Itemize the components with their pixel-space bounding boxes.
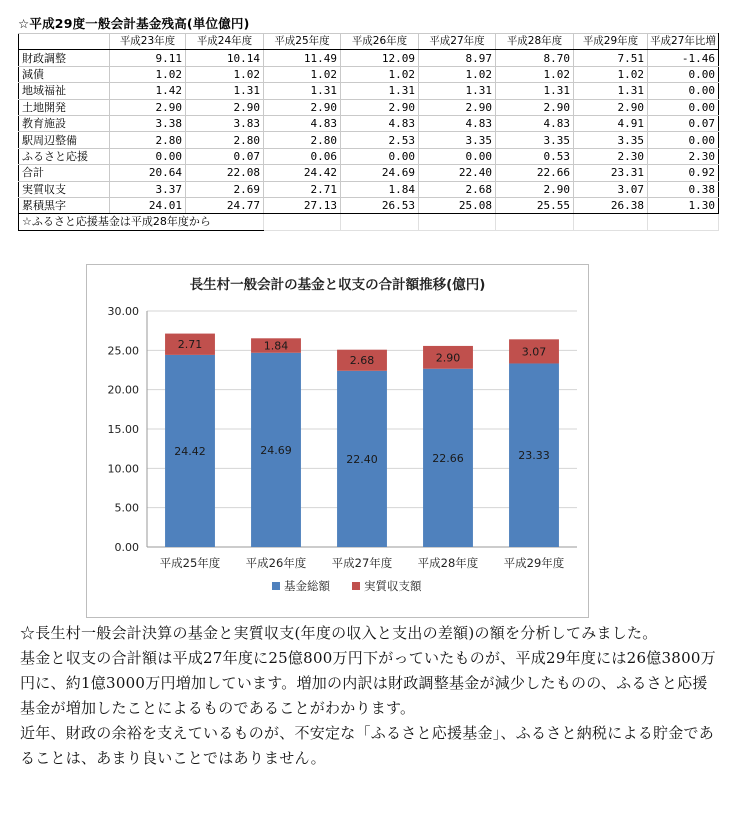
table-cell: 2.80 — [264, 132, 341, 148]
table-cell: 0.00 — [648, 66, 719, 82]
table-header-row — [19, 34, 719, 50]
table-cell: 0.92 — [648, 165, 719, 181]
header-cell: 平成27年比増 — [648, 34, 719, 50]
table-cell: 8.70 — [496, 50, 574, 66]
data-label: 24.69 — [260, 443, 292, 457]
data-label: 2.68 — [349, 354, 375, 368]
header-cell: 平成24年度 — [186, 34, 264, 50]
row-label: 教育施設 — [19, 115, 110, 131]
table-cell: 3.83 — [186, 115, 264, 131]
table-cell: 7.51 — [574, 50, 648, 66]
table-cell: 22.66 — [496, 165, 574, 181]
table-row — [19, 83, 719, 99]
table-cell: 0.00 — [341, 148, 419, 164]
x-tick-label: 平成28年度 — [417, 556, 479, 570]
table-cell: 0.00 — [648, 83, 719, 99]
table-cell: 11.49 — [264, 50, 341, 66]
y-tick-label: 10.00 — [107, 462, 139, 476]
table-cell: 1.84 — [341, 181, 419, 197]
table-cell: 0.00 — [648, 132, 719, 148]
data-label: 1.84 — [263, 339, 289, 353]
header-cell — [19, 34, 110, 50]
table-cell: 2.68 — [419, 181, 496, 197]
header-cell: 平成29年度 — [574, 34, 648, 50]
table-cell: 24.69 — [341, 165, 419, 181]
x-tick-label: 平成26年度 — [245, 556, 307, 570]
empty-cell — [496, 214, 574, 230]
table-cell: 4.83 — [419, 115, 496, 131]
table-cell: 12.09 — [341, 50, 419, 66]
table-cell: 4.91 — [574, 115, 648, 131]
table-cell: 26.38 — [574, 197, 648, 213]
table-cell: 2.80 — [186, 132, 264, 148]
table-cell: 1.02 — [574, 66, 648, 82]
y-tick-label: 5.00 — [114, 501, 139, 515]
table-cell: 20.64 — [110, 165, 186, 181]
table-cell: 27.13 — [264, 197, 341, 213]
table-cell: 9.11 — [110, 50, 186, 66]
table-cell: 4.83 — [264, 115, 341, 131]
table-cell: 1.31 — [574, 83, 648, 99]
table-note: ☆ふるさと応援基金は平成28年度から — [19, 214, 264, 230]
empty-cell — [419, 214, 496, 230]
table-row — [19, 197, 719, 213]
y-tick-label: 15.00 — [107, 423, 139, 436]
table-cell: 2.53 — [341, 132, 419, 148]
x-tick-label: 平成29年度 — [503, 556, 565, 570]
legend-swatch-balance — [352, 582, 360, 590]
table-cell: 1.02 — [341, 66, 419, 82]
data-label: 22.40 — [346, 452, 378, 466]
table-cell: 2.90 — [496, 99, 574, 115]
analysis-paragraph-2: 基金と収支の合計額は平成27年度に25億800万円下がっていたものが、平成29年度には26億3800万円に、約1億3000万円増加しています。増加の内訳は財政調整基金が減少したものの、ふるさと応援基金が増加したことによるものであることがわかります。 — [20, 649, 716, 717]
table-row — [19, 99, 719, 115]
table-cell: 2.80 — [110, 132, 186, 148]
header-cell: 平成23年度 — [110, 34, 186, 50]
table-cell: 1.02 — [110, 66, 186, 82]
table-row — [19, 66, 719, 82]
table-cell: 3.37 — [110, 181, 186, 197]
table-cell: 2.90 — [341, 99, 419, 115]
row-label: 累積黒字 — [19, 197, 110, 213]
table-cell: 1.02 — [419, 66, 496, 82]
table-cell: 0.07 — [186, 148, 264, 164]
table-cell: 2.69 — [186, 181, 264, 197]
table-cell: 4.83 — [496, 115, 574, 131]
header-cell: 平成26年度 — [341, 34, 419, 50]
row-label: 合計 — [19, 165, 110, 181]
table-cell: 1.30 — [648, 197, 719, 213]
data-label: 3.07 — [521, 345, 547, 359]
table-cell: 26.53 — [341, 197, 419, 213]
table-row — [19, 115, 719, 131]
legend-swatch-fund — [272, 582, 280, 590]
y-tick-label: 0.00 — [114, 541, 139, 554]
table-cell: 2.90 — [574, 99, 648, 115]
y-tick-label: 20.00 — [107, 383, 139, 397]
analysis-text — [20, 621, 720, 771]
table-cell: 22.40 — [419, 165, 496, 181]
table-cell: 2.90 — [419, 99, 496, 115]
table-cell: 1.31 — [496, 83, 574, 99]
table-cell: 1.31 — [341, 83, 419, 99]
table-cell: 1.42 — [110, 83, 186, 99]
fund-balance-table — [18, 33, 719, 231]
table-cell: 23.31 — [574, 165, 648, 181]
empty-cell — [264, 214, 341, 230]
x-tick-label: 平成25年度 — [159, 556, 221, 570]
row-label: 実質収支 — [19, 181, 110, 197]
data-label: 2.71 — [177, 338, 203, 352]
table-cell: 24.42 — [264, 165, 341, 181]
table-cell: 1.02 — [264, 66, 341, 82]
table-row — [19, 50, 719, 66]
table-cell: -1.46 — [648, 50, 719, 66]
table-note-row — [19, 214, 719, 230]
analysis-paragraph-3: 近年、財政の余裕を支えているものが、不安定な「ふるさと応援基金」、ふるさと納税による貯金であることは、あまり良いことではありません。 — [20, 724, 715, 767]
data-label: 24.42 — [174, 444, 206, 458]
data-label: 2.90 — [435, 351, 461, 365]
table-cell: 0.06 — [264, 148, 341, 164]
legend-label: 基金総額 — [284, 579, 330, 593]
header-cell: 平成28年度 — [496, 34, 574, 50]
table-cell: 2.90 — [110, 99, 186, 115]
table-cell: 3.38 — [110, 115, 186, 131]
table-cell: 2.30 — [648, 148, 719, 164]
data-label: 23.33 — [518, 449, 550, 463]
table-row — [19, 132, 719, 148]
table-cell: 3.35 — [496, 132, 574, 148]
row-label: 駅周辺整備 — [19, 132, 110, 148]
row-label: 減債 — [19, 66, 110, 82]
table-row — [19, 148, 719, 164]
table-cell: 3.35 — [419, 132, 496, 148]
y-tick-label: 30.00 — [107, 305, 139, 318]
chart-title: 長生村一般会計の基金と収支の合計額推移(億円) — [189, 277, 486, 293]
table-cell: 22.08 — [186, 165, 264, 181]
analysis-paragraph-1: ☆長生村一般会計決算の基金と実質収支(年度の収入と支出の差額)の額を分析してみました。 — [20, 624, 658, 642]
table-cell: 1.31 — [419, 83, 496, 99]
empty-cell — [574, 214, 648, 230]
table-row — [19, 181, 719, 197]
empty-cell — [648, 214, 719, 230]
fund-trend-chart — [86, 264, 589, 618]
table-cell: 0.07 — [648, 115, 719, 131]
row-label: ふるさと応援 — [19, 148, 110, 164]
table-cell: 25.08 — [419, 197, 496, 213]
table-cell: 1.02 — [186, 66, 264, 82]
row-label: 財政調整 — [19, 50, 110, 66]
table-cell: 2.90 — [496, 181, 574, 197]
table-cell: 0.53 — [496, 148, 574, 164]
table-cell: 3.07 — [574, 181, 648, 197]
table-cell: 8.97 — [419, 50, 496, 66]
table-cell: 0.00 — [110, 148, 186, 164]
table-cell: 4.83 — [341, 115, 419, 131]
table-cell: 2.90 — [186, 99, 264, 115]
table-cell: 1.31 — [264, 83, 341, 99]
y-tick-label: 25.00 — [107, 344, 139, 358]
table-cell: 0.00 — [648, 99, 719, 115]
table-cell: 2.90 — [264, 99, 341, 115]
table-row — [19, 165, 719, 181]
empty-cell — [341, 214, 419, 230]
row-label: 地域福祉 — [19, 83, 110, 99]
row-label: 土地開発 — [19, 99, 110, 115]
table-cell: 2.71 — [264, 181, 341, 197]
table-cell: 1.02 — [496, 66, 574, 82]
table-cell: 3.35 — [574, 132, 648, 148]
table-cell: 0.38 — [648, 181, 719, 197]
table-cell: 2.30 — [574, 148, 648, 164]
table-cell: 0.00 — [419, 148, 496, 164]
sheet-title: ☆平成29度一般会計基金残高(単位億円) — [18, 16, 250, 31]
data-label: 22.66 — [432, 451, 464, 465]
table-cell: 25.55 — [496, 197, 574, 213]
header-cell: 平成25年度 — [264, 34, 341, 50]
header-cell: 平成27年度 — [419, 34, 496, 50]
table-cell: 1.31 — [186, 83, 264, 99]
x-tick-label: 平成27年度 — [331, 556, 393, 570]
legend-label: 実質収支額 — [364, 579, 422, 593]
table-cell: 24.77 — [186, 197, 264, 213]
table-cell: 24.01 — [110, 197, 186, 213]
chart-plot — [87, 265, 588, 617]
table-cell: 10.14 — [186, 50, 264, 66]
fund-balance-sheet — [18, 14, 718, 231]
